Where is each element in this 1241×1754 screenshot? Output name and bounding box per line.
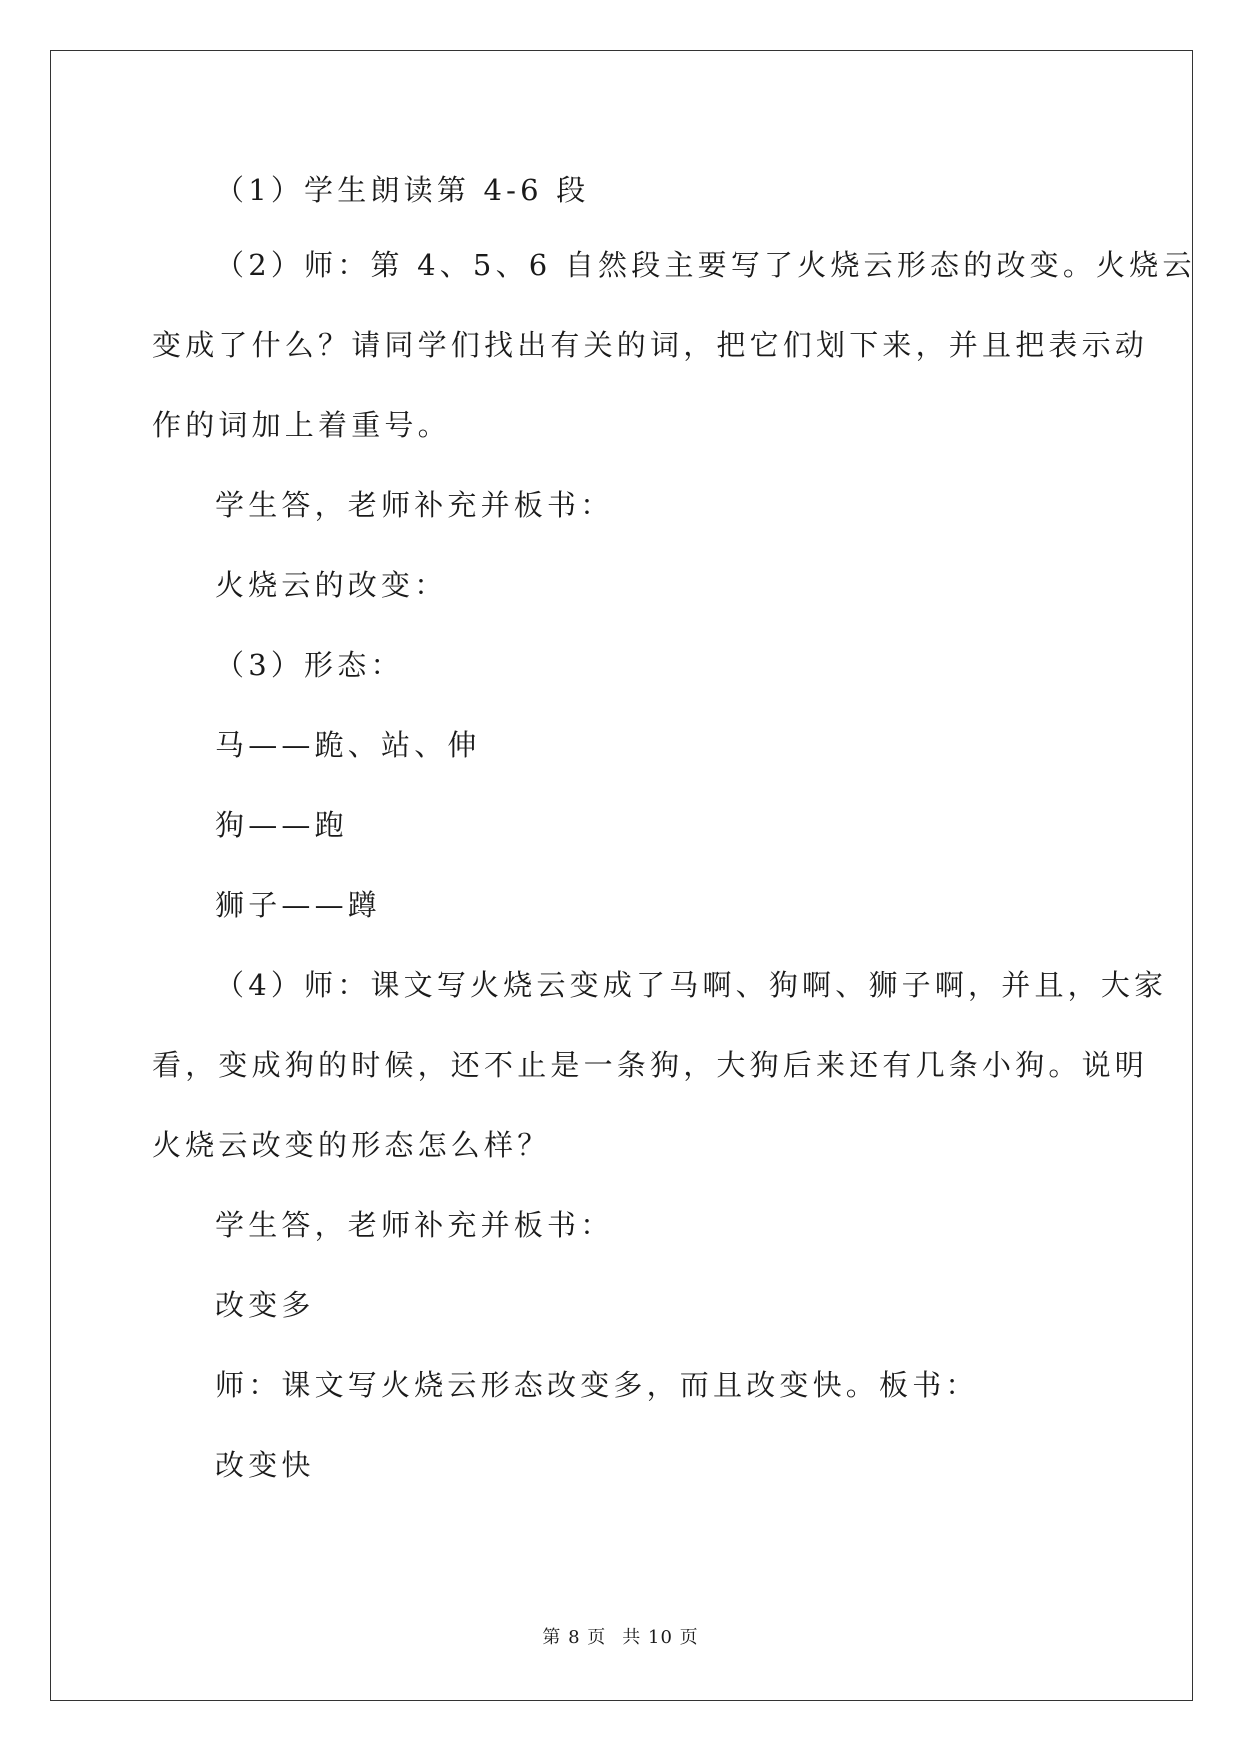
paragraph-line: （3）形态： [215,648,404,682]
paragraph-line: 火烧云的改变： [215,568,448,602]
paragraph-line: 学生答，老师补充并板书： [215,488,614,522]
page-number-total: 共 10 页 [622,1627,699,1648]
paragraph-line: 马——跪、站、伸 [215,728,481,762]
paragraph-line: 狮子——蹲 [215,888,382,922]
paragraph-line: （2）师：第 4、5、6 自然段主要写了火烧云形态的改变。火烧云 [215,248,1196,282]
paragraph-line: （1）学生朗读第 4-6 段 [215,173,590,207]
paragraph-line: 火烧云改变的形态怎么样？ [152,1128,551,1162]
paragraph-line: 看，变成狗的时候，还不止是一条狗，大狗后来还有几条小狗。说明 [152,1048,1149,1082]
paragraph-line: 学生答，老师补充并板书： [215,1208,614,1242]
paragraph-line: 师：课文写火烧云形态改变多，而且改变快。板书： [215,1368,979,1402]
page-footer [0,1626,1241,1650]
page-number-current: 第 8 页 [542,1627,607,1648]
paragraph-line: 变成了什么？请同学们找出有关的词，把它们划下来，并且把表示动 [152,328,1149,362]
paragraph-line: （4）师：课文写火烧云变成了马啊、狗啊、狮子啊，并且，大家 [215,968,1168,1002]
paragraph-line: 作的词加上着重号。 [152,408,451,442]
paragraph-line: 狗——跑 [215,808,348,842]
paragraph-line: 改变快 [215,1448,315,1482]
paragraph-line: 改变多 [215,1288,315,1322]
